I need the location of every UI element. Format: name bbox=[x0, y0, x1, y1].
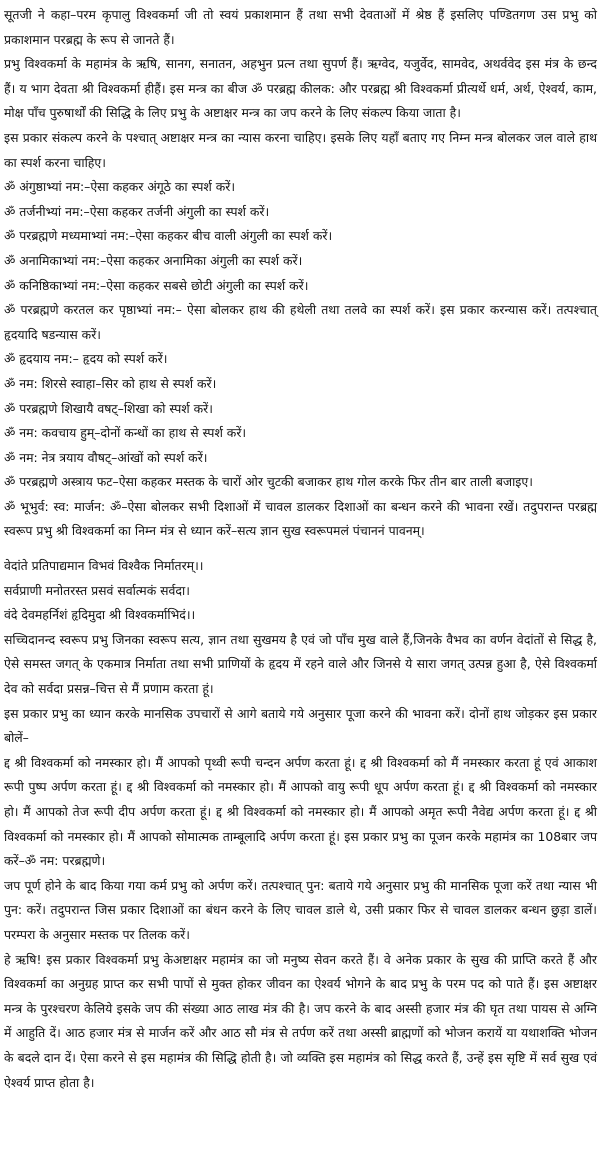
puja-offering-paragraph: द्द श्री विश्वकर्मा को नमस्कार हो। मैं आपको पृथ्वी रूपी चन्दन अर्पण करता हूं। द्द श्री विश्वकर्मा को मैं नमस्कार करता हूं एवं आकाश रूपी पुष्प अर्पण करता हूं। द्द श्री विश्वकर्मा को नमस्कार हो। मैं आपको वायु रूपी धूप अर्पण करता हूं। द्द श्री विश्वकर्मा को नमस्कार हो। मैं आपको तेज रूपी दीप अर्पण करता हूं। द्द श्री विश्वकर्मा को नमस्कार हो। मैं आपको अमृत रूपी नैवेद्य अर्पण करता हूं। द्द श्री विश्वकर्मा को नमस्कार हो। मैं आपको सोमात्मक ताम्बूलादि अर्पण करता हूं। इस प्रकार प्रभु का पूजन करके महामंत्र का 108बार जप करें–ॐ नम: परब्रह्मणे। bbox=[4, 754, 597, 869]
intro-paragraph: सूतजी ने कहा–परम कृपालु विश्वकर्मा जी तो स्वयं प्रकाशमान हैं तथा सभी देवताओं में श्रेष्ठ हैं इसलिए पण्डितगण उस प्रभु को प्रकाशमान परब्रह्म के रूप से जानते हैं। bbox=[4, 7, 597, 47]
nyasa-line: ॐ नम: शिरसे स्वाहा–सिर को हाथ से स्पर्श करें। bbox=[4, 375, 217, 391]
nyasa-line: ॐ परब्रह्मणे मध्यमाभ्यां नम:–ऐसा कहकर बीच वाली अंगुली का स्पर्श करें। bbox=[4, 228, 333, 244]
nyasa-line: ॐ नम: कवचाय हुम्–दोनों कन्धों का हाथ से स्पर्श करें। bbox=[4, 425, 247, 441]
nyasa-line: ॐ अनामिकाभ्यां नम:–ऐसा कहकर अनामिका अंगुली का स्पर्श करें। bbox=[4, 252, 303, 268]
japa-completion-paragraph: जप पूर्ण होने के बाद किया गया कर्म प्रभु को अर्पण करें। तत्पश्चात् पुन: बताये गये अनुसार प्रभु की मानसिक पूजा करें तथा न्यास भी पुन: करें। तदुपरान्त जिस प्रकार दिशाओं का बंधन करने के लिए चावल डाले थे, उसी प्रकार फिर से चावल डालकर बन्धन छुड़ा डालें। परम्परा के अनुसार मस्तक पर तिलक करें। bbox=[4, 877, 597, 942]
nyasa-line: ॐ परब्रह्मणे अस्त्राय फट–ऐसा कहकर मस्तक के चारों ओर चुटकी बजाकर हाथ गोल करके फिर तीन बार ताली बजाइए। bbox=[4, 474, 533, 490]
nyasa-line: ॐ परब्रह्मणे शिखायै वषट्–शिखा को स्पर्श करें। bbox=[4, 400, 213, 416]
nyasa-line: ॐ कनिष्ठिकाभ्यां नम:–ऐसा कहकर सबसे छोटी अंगुली का स्पर्श करें। bbox=[4, 277, 309, 293]
conclusion-paragraph: हे ऋषि! इस प्रकार विश्वकर्मा प्रभु केअष्टाक्षर महामंत्र का जो मनुष्य सेवन करते हैं। वे अनेक प्रकार के सुख की प्राप्ति करते हैं और विश्वकर्मा का अनुग्रह प्राप्त कर सभी पापों से मुक्त होकर जीवन का ऐश्वर्य भोगने के बाद प्रभु के परम पद को पाते हैं। इस अष्टाक्षर मन्त्र के पुरश्चरण केलिये इसके जप की संख्या आठ लाख मंत्र की है। जप करने के बाद अस्सी हजार मंत्र की घृत तथा पायस से अग्नि में आहुति दें। आठ हजार मंत्र से मार्जन करें और आठ सौ मंत्र से तर्पण करें तथा अस्सी ब्राह्मणों को भोजन करायें या यथाशक्ति भोजन के बदले दान दें। ऐसा करने से इस महामंत्र की सिद्धि होती है। जो व्यक्ति इस महामंत्र को सिद्ध करते हैं, उन्हें इस सृष्टि में सर्व सुख एवं ऐश्वर्य प्राप्त होता है। bbox=[4, 951, 597, 1090]
nyasa-line: ॐ हृदयाय नम:– हृदय को स्पर्श करें। bbox=[4, 351, 168, 367]
verse-line: सर्वप्राणी मनोतरस्त प्रसवं सर्वात्मकं सर्वदा। bbox=[4, 582, 190, 598]
verse-line: वेदांते प्रतिपाद्यमान विभवं विश्वैक निर्मातरम्।। bbox=[4, 558, 204, 574]
nyasa-line: ॐ अंगुष्ठाभ्यां नम:–ऐसा कहकर अंगूठे का स्पर्श करें। bbox=[4, 179, 236, 195]
verse-line: वंदे देवमहर्निशं हृदिमुदा श्री विश्वकर्माभिदं।। bbox=[4, 607, 196, 623]
nyasa-line: ॐ नम: नेत्र त्रयाय वौषट्–आंखों को स्पर्श करें। bbox=[4, 449, 208, 465]
dhyana-paragraph: ॐ भूभुर्व: स्व: मार्जन: ॐ–ऐसा बोलकर सभी दिशाओं में चावल डालकर दिशाओं का बन्धन करने की भावना रखें। तदुपरान्त परब्रह्म स्वरूप प्रभु श्री विश्वकर्मा का निम्न मंत्र से ध्यान करें–सत्य ज्ञान सुख स्वरूपमलं पंचाननं पावनम्। bbox=[4, 498, 597, 539]
nyasa-line: ॐ परब्रह्मणे करतल कर पृष्ठाभ्यां नम:– ऐसा बोलकर हाथ की हथेली तथा तलवे का स्पर्श करें। इस प्रकार करन्यास करें। तत्पश्चात् हृदयादि षडन्यास करें। bbox=[4, 302, 597, 342]
nyasa-line: ॐ तर्जनीभ्यां नम:–ऐसा कहकर तर्जनी अंगुली का स्पर्श करें। bbox=[4, 203, 270, 219]
mantra-details-paragraph: प्रभु विश्वकर्मा के महामंत्र के ऋषि, सानग, सनातन, अहभुन प्रत्न तथा सुपर्ण हैं। ऋग्वेद, यजुर्वेद, सामवेद, अथर्ववेद इस मंत्र के छन्द हैं। य भाग देवता श्री विश्वकर्मा हीहैं। इस मन्त्र का बीज ॐ परब्रह्म कीलक: और परब्रह्म श्री विश्वकर्मा प्रीत्यर्थे धर्म, अर्थ, ऐश्वर्य, काम, मोक्ष पाँच पुरुषार्थों की सिद्धि के लिए प्रभु के अष्टाक्षर मन्त्र का जप करने के लिए संकल्प किया जाता है। bbox=[4, 56, 597, 121]
puja-instruction-paragraph: इस प्रकार प्रभु का ध्यान करके मानसिक उपचारों से आगे बताये गये अनुसार पूजा करने की भावना करें। दोनों हाथ जोड़कर इस प्रकार बोलें– bbox=[4, 705, 597, 746]
nyasa-instruction-paragraph: इस प्रकार संकल्प करने के पश्चात् अष्टाक्षर मन्त्र का न्यास करना चाहिए। इसके लिए यहाँ बताए गए निम्न मन्त्र बोलकर जल वाले हाथ का स्पर्श करना चाहिए। bbox=[4, 129, 597, 170]
meaning-paragraph: सच्चिदानन्द स्वरूप प्रभु जिनका स्वरूप सत्य, ज्ञान तथा सुखमय है एवं जो पाँच मुख वाले हैं,जिनके वैभव का वर्णन वेदांतों से सिद्ध है, ऐसे समस्त जगत् के एकमात्र निर्माता तथा सभी प्राणियों के हृदय में रहने वाले और जिनसे ये सारा जगत् उत्पन्न हुआ है, ऐसे विश्वकर्मा देव को सर्वदा प्रसन्न–चित्त से मैं प्रणाम करता हूं। bbox=[4, 631, 597, 697]
